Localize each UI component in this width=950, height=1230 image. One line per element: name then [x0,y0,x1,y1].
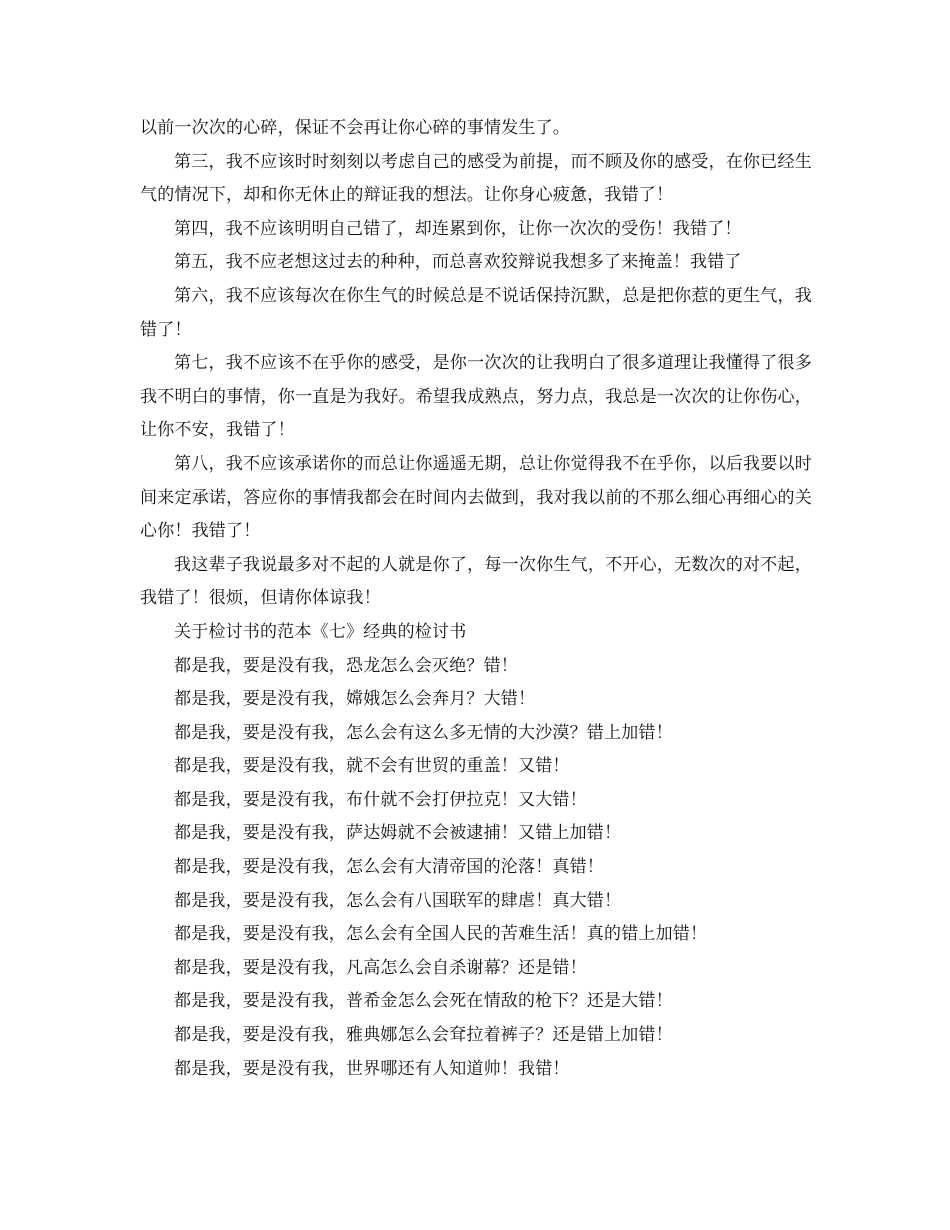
paragraph: 我这辈子我说最多对不起的人就是你了，每一次你生气，不开心，无数次的对不起，我错了！很烦，但请你体谅我！ [140,554,812,609]
paragraph: 都是我，要是没有我，布什就不会打伊拉克！又大错！ [174,789,587,810]
paragraph: 都是我，要是没有我，怎么会有全国人民的苦难生活！真的错上加错！ [174,924,708,945]
paragraph: 第三，我不应该时时刻刻以考虑自己的感受为前提，而不顾及你的感受，在你已经生气的情况下，却和你无休止的辩证我的想法。让你身心疲惫，我错了！ [140,151,812,206]
paragraph: 都是我，要是没有我，嫦娥怎么会奔月？大错！ [174,689,536,710]
paragraph: 都是我，要是没有我，普希金怎么会死在情敌的枪下？还是大错！ [174,991,673,1012]
paragraph: 都是我，要是没有我，萨达姆就不会被逮捕！又错上加错！ [174,823,622,844]
paragraph: 都是我，要是没有我，凡高怎么会自杀谢幕？还是错！ [174,957,587,978]
paragraph: 第七，我不应该不在乎你的感受，是你一次次的让我明白了很多道理让我懂得了很多我不明白的事情，你一直是为我好。希望我成熟点，努力点，我总是一次次的让你伤心，让你不安，我错了！ [140,353,812,441]
paragraph: 都是我，要是没有我，怎么会有大清帝国的沦落！真错！ [174,857,604,878]
paragraph: 第六，我不应该每次在你生气的时候总是不说话保持沉默，总是把你惹的更生气，我错了！ [140,285,812,340]
paragraph: 以前一次次的心碎，保证不会再让你心碎的事情发生了。 [140,118,570,138]
paragraph: 第四，我不应该明明自己错了，却连累到你，让你一次次的受伤！我错了！ [174,218,742,239]
document-body [140,112,812,1086]
paragraph: 都是我，要是没有我，雅典娜怎么会耷拉着裤子？还是错上加错！ [174,1025,673,1046]
paragraph: 都是我，要是没有我，世界哪还有人知道帅！我错！ [174,1058,570,1079]
paragraph: 第八，我不应该承诺你的而总让你遥遥无期，总让你觉得我不在乎你，以后我要以时间来定承诺，答应你的事情我都会在时间内去做到，我对我以前的不那么细心再细心的关心你！我错了！ [140,453,812,542]
section-heading: 关于检讨书的范本《七》经典的检讨书 [174,621,467,642]
paragraph: 都是我，要是没有我，恐龙怎么会灭绝？错！ [174,655,518,676]
paragraph: 都是我，要是没有我，怎么会有八国联军的肆虐！真大错！ [174,890,622,911]
paragraph: 第五，我不应老想这过去的种种，而总喜欢狡辩说我想多了来掩盖！我错了 [174,252,742,273]
paragraph: 都是我，要是没有我，怎么会有这么多无情的大沙漠？错上加错！ [174,722,673,743]
paragraph: 都是我，要是没有我，就不会有世贸的重盖！又错！ [174,756,570,777]
